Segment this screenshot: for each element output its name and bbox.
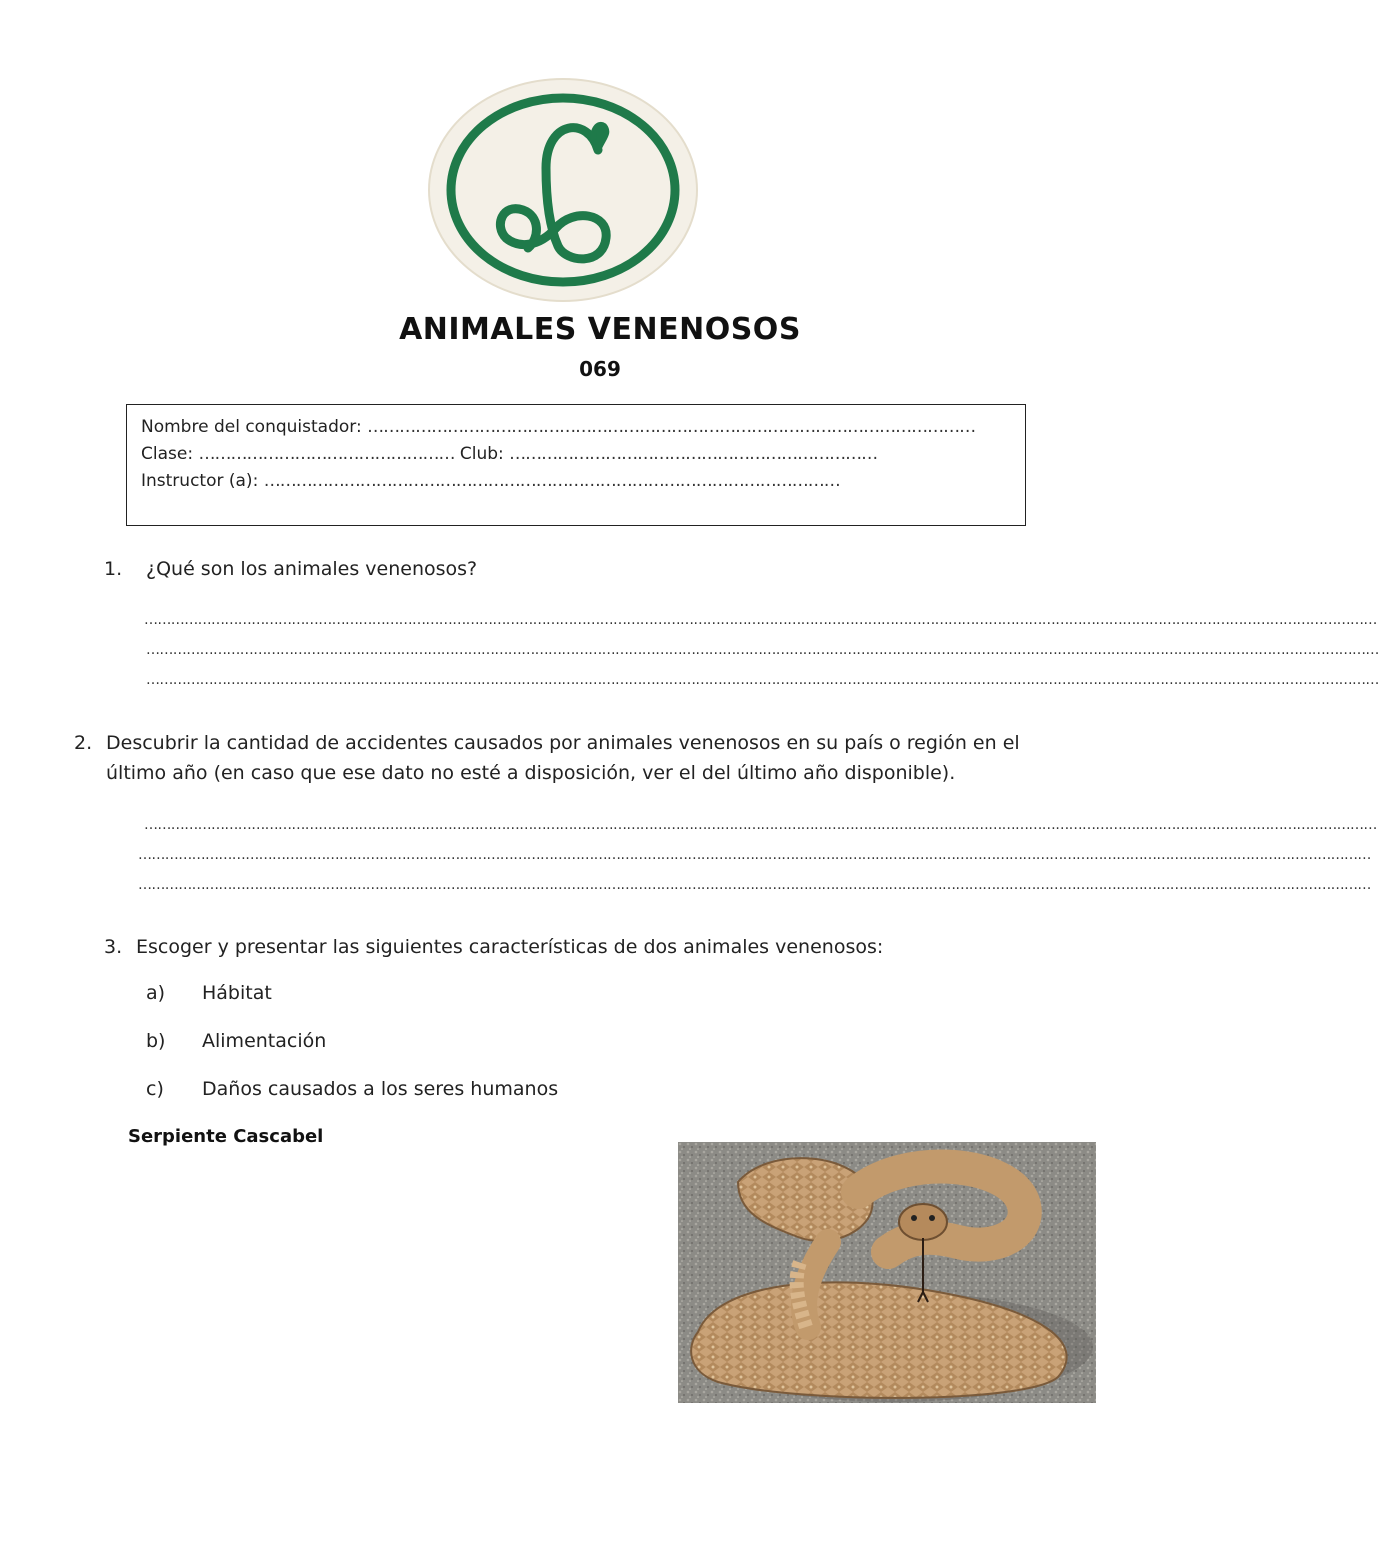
subitem-a [146,982,272,1004]
question-3-text: Escoger y presentar las siguientes características de dos animales venenosos: [136,936,884,958]
answer-2-line-1[interactable]: …………………………………………………………………………………………………………………………………………………………………………………………………………………………………………………… [144,817,1377,833]
question-2-text-line-2: último año (en caso que ese dato no esté a disposición, ver el del último año disponible). [106,762,956,784]
question-2-text-line-1: Descubrir la cantidad de accidentes causados por animales venenosos en su país o región en el [106,732,1020,754]
club-field[interactable]: …………………………………………………………… [509,444,878,464]
answer-2-line-3[interactable]: …………………………………………………………………………………………………………………………………………………………………………………………………………………………………………………… [138,877,1371,893]
class-field[interactable]: ………………………………………… [198,444,455,464]
question-1-text: ¿Qué son los animales venenosos? [146,558,478,580]
page-title: ANIMALES VENENOSOS [399,312,801,347]
question-1-number: 1. [104,558,123,580]
subitem-b-letter: b) [146,1030,166,1052]
subitem-a-letter: a) [146,982,166,1004]
subitem-c [146,1078,558,1100]
instructor-label: Instructor (a): [141,471,259,491]
specialty-code: 069 [579,357,621,381]
subitem-c-letter: c) [146,1078,164,1100]
answer-1-line-3[interactable]: …………………………………………………………………………………………………………………………………………………………………………………………………………………………………………………… [146,672,1379,688]
answer-2-line-2[interactable]: …………………………………………………………………………………………………………………………………………………………………………………………………………………………………………………… [138,847,1371,863]
answer-1-line-2[interactable]: …………………………………………………………………………………………………………………………………………………………………………………………………………………………………………………… [146,642,1379,658]
club-label: Club: [459,444,504,464]
question-3-number: 3. [104,936,123,958]
class-label: Clase: [141,444,194,464]
name-field[interactable]: …………………………………………………………………………………………………… [367,417,976,437]
name-row [141,414,1011,441]
answer-1-line-1[interactable]: …………………………………………………………………………………………………………………………………………………………………………………………………………………………………………………… [144,612,1377,628]
name-label: Nombre del conquistador: [141,417,362,437]
subitem-c-text: Daños causados a los seres humanos [202,1078,559,1100]
instructor-row [141,468,1011,495]
class-club-row [141,441,1011,468]
question-2-number: 2. [74,732,93,754]
specialty-badge-logo [428,78,698,302]
subitem-a-text: Hábitat [202,982,272,1004]
subitem-b-text: Alimentación [202,1030,327,1052]
student-info-box [126,404,1026,526]
animal-caption: Serpiente Cascabel [128,1126,324,1147]
instructor-field[interactable]: ……………………………………………………………………………………………… [263,471,840,491]
subitem-b [146,1030,326,1052]
rattlesnake-photo [678,1142,1096,1403]
